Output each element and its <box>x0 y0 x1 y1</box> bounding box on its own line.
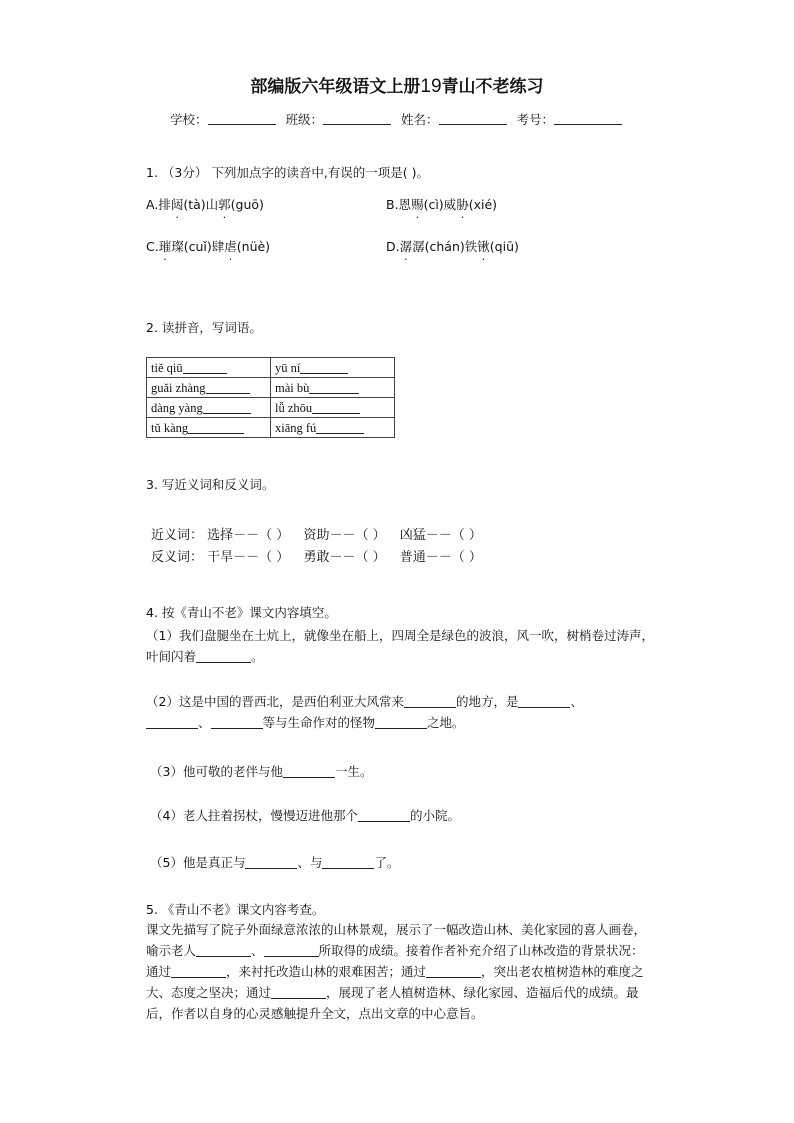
sentence-text: 、与 <box>297 855 323 870</box>
table-row <box>147 378 395 398</box>
answer-blank[interactable] <box>358 808 410 822</box>
answer-blank[interactable] <box>300 360 348 374</box>
answer-blank[interactable] <box>426 964 481 978</box>
answer-blank[interactable] <box>309 380 359 394</box>
q1-option-a[interactable] <box>146 195 264 213</box>
synonym-item[interactable]: 凶猛－－（ ） <box>399 528 482 543</box>
table-row <box>147 398 395 418</box>
q5-stem: 5. 《青山不老》课文内容考查。 <box>146 902 325 917</box>
paragraph-text: ，突出老农植树造林的难度之大、态度之坚决；通过 <box>146 964 644 1000</box>
q1-option-c[interactable] <box>146 237 270 255</box>
pinyin-text: guǎi zhàng <box>151 380 206 395</box>
answer-blank[interactable] <box>188 420 244 434</box>
option-text: (guō) <box>230 197 264 212</box>
sentence-text: （2）这是中国的晋西北，是西伯利亚大风常来 <box>146 694 404 709</box>
sentence-text: 之地。 <box>427 715 465 730</box>
q4-sentence-5 <box>150 853 400 871</box>
pinyin-text: mài bù <box>275 380 310 395</box>
name-blank[interactable] <box>439 112 507 125</box>
option-text: (qiū) <box>489 239 519 254</box>
pinyin-text: tǔ kàng <box>151 420 189 435</box>
answer-blank[interactable] <box>316 420 364 434</box>
paragraph-text: ，来衬托改造山林的艰难困苦；通过 <box>226 964 427 979</box>
q4-sentence-4 <box>150 806 460 824</box>
q1-option-b[interactable] <box>386 195 497 213</box>
answer-blank[interactable] <box>196 649 251 663</box>
pinyin-table <box>146 357 395 438</box>
sentence-text: （5）他是真正与 <box>150 855 246 870</box>
sentence-text: （1）我们盘腿坐在土炕上，就像坐在船上，四周全是绿色的波浪，风一吹，树梢卷过涛声，叶间闪着 <box>146 628 654 664</box>
class-blank[interactable] <box>323 112 391 125</box>
q4-sentence-1 <box>146 625 666 667</box>
sentence-text: （3）他可敬的老伴与他 <box>150 764 283 779</box>
option-text: D. <box>386 239 400 254</box>
pinyin-cell[interactable] <box>271 358 395 378</box>
option-text: 璨(cuǐ)肆 <box>171 239 225 254</box>
answer-blank[interactable] <box>211 715 263 729</box>
pinyin-cell[interactable] <box>147 358 271 378</box>
pinyin-text: tiě qiū <box>151 360 183 375</box>
dotted-char: 闼 <box>170 197 184 212</box>
antonym-item[interactable]: 勇敢－－（ ） <box>303 550 386 565</box>
answer-blank[interactable] <box>245 855 297 869</box>
lesson-number: 19 <box>420 76 442 97</box>
answer-blank[interactable] <box>183 360 227 374</box>
synonym-row <box>151 524 482 543</box>
option-text: B.恩 <box>386 197 412 212</box>
table-row <box>147 418 395 438</box>
q4-sentence-2 <box>146 691 656 733</box>
option-text: 潺(chán)铁 <box>412 239 478 254</box>
dotted-char: 潺 <box>399 239 413 254</box>
option-text: (nüè) <box>236 239 271 254</box>
paragraph-text: 、 <box>251 943 264 958</box>
answer-blank[interactable] <box>146 715 198 729</box>
sentence-text: 的小院。 <box>409 808 460 823</box>
pinyin-cell[interactable] <box>271 398 395 418</box>
pinyin-cell[interactable] <box>147 398 271 418</box>
sentence-text: 。 <box>251 649 264 664</box>
pinyin-cell[interactable] <box>271 378 395 398</box>
option-text: (tà)山 <box>183 197 219 212</box>
title-prefix: 部编版六年级语文上册 <box>250 77 421 97</box>
answer-blank[interactable] <box>206 380 250 394</box>
synonym-label: 近义词： <box>151 528 204 543</box>
title-suffix: 青山不老练习 <box>441 77 544 97</box>
page-title <box>0 72 794 98</box>
dotted-char: 郭 <box>218 197 231 212</box>
answer-blank[interactable] <box>283 764 335 778</box>
pinyin-text: dàng yàng <box>151 400 203 415</box>
pinyin-text: yū ní <box>275 360 301 375</box>
table-row <box>147 358 395 378</box>
answer-blank[interactable] <box>196 943 251 957</box>
q1-stem: 1. （3分） 下列加点字的读音中,有误的一项是( )。 <box>146 165 430 180</box>
sentence-text: 等与生命作对的怪物 <box>262 715 376 730</box>
antonym-item[interactable]: 干旱－－（ ） <box>207 550 290 565</box>
pinyin-text: lǚ zhōu <box>275 400 313 415</box>
option-text: (xié) <box>468 197 498 212</box>
student-info-line <box>0 110 794 128</box>
school-label: 学校： <box>169 112 208 127</box>
answer-blank[interactable] <box>518 694 570 708</box>
dotted-char: 璀 <box>158 239 172 254</box>
sentence-text: 了。 <box>374 855 400 870</box>
synonym-item[interactable]: 资助－－（ ） <box>303 528 386 543</box>
dotted-char: 虐 <box>224 239 237 254</box>
class-label: 班级： <box>285 112 323 127</box>
dotted-char: 胁 <box>456 197 469 212</box>
paragraph-text: 课文先描写了院子外面绿意浓浓的山林景观，展示了一幅改造山林、美化家园的喜人画卷，喻示老人 <box>146 922 647 958</box>
option-text: A.排 <box>146 197 171 212</box>
q1-option-d[interactable] <box>386 237 519 255</box>
answer-blank[interactable] <box>171 964 226 978</box>
dotted-char: 锹 <box>477 239 490 254</box>
answer-blank[interactable] <box>404 694 456 708</box>
option-text: (cì)威 <box>423 197 457 212</box>
exam-number-label: 考号： <box>516 112 554 127</box>
pinyin-cell[interactable] <box>271 418 395 438</box>
answer-blank[interactable] <box>322 855 374 869</box>
exam-number-blank[interactable] <box>554 112 622 125</box>
sentence-text: 、 <box>198 715 211 730</box>
pinyin-text: xiāng fú <box>275 420 317 435</box>
name-label: 姓名： <box>400 112 439 127</box>
answer-blank[interactable] <box>271 985 326 999</box>
paragraph-text: 所取得的成绩。接着作者补充介绍了山林改造的背景状况：通过 <box>146 943 644 979</box>
antonym-item[interactable]: 普通－－（ ） <box>399 550 482 565</box>
school-blank[interactable] <box>208 112 276 125</box>
paragraph-text: ，展现了老人植树造林、绿化家园、造福后代的成绩。最后，作者以自身的心灵感触提升全文，点出文章的中心意旨。 <box>146 985 639 1021</box>
q5-paragraph <box>146 919 656 1024</box>
sentence-text: 、 <box>570 694 583 709</box>
antonym-row <box>151 546 482 565</box>
antonym-label: 反义词： <box>151 550 204 565</box>
answer-blank[interactable] <box>264 943 319 957</box>
q3-stem: 3. 写近义词和反义词。 <box>146 477 275 492</box>
answer-blank[interactable] <box>203 400 251 414</box>
sentence-text: （4）老人拄着拐杖，慢慢迈进他那个 <box>150 808 358 823</box>
option-text: C. <box>146 239 159 254</box>
pinyin-cell[interactable] <box>147 378 271 398</box>
answer-blank[interactable] <box>375 715 427 729</box>
sentence-text: 一生。 <box>334 764 373 779</box>
q4-stem: 4. 按《青山不老》课文内容填空。 <box>146 605 337 620</box>
q4-sentence-3 <box>150 762 372 780</box>
synonym-item[interactable]: 选择－－（ ） <box>207 528 290 543</box>
q2-stem: 2. 读拼音，写词语。 <box>146 320 262 335</box>
sentence-text: 的地方，是 <box>455 694 519 709</box>
pinyin-cell[interactable] <box>147 418 271 438</box>
dotted-char: 赐 <box>411 197 424 212</box>
answer-blank[interactable] <box>312 400 360 414</box>
